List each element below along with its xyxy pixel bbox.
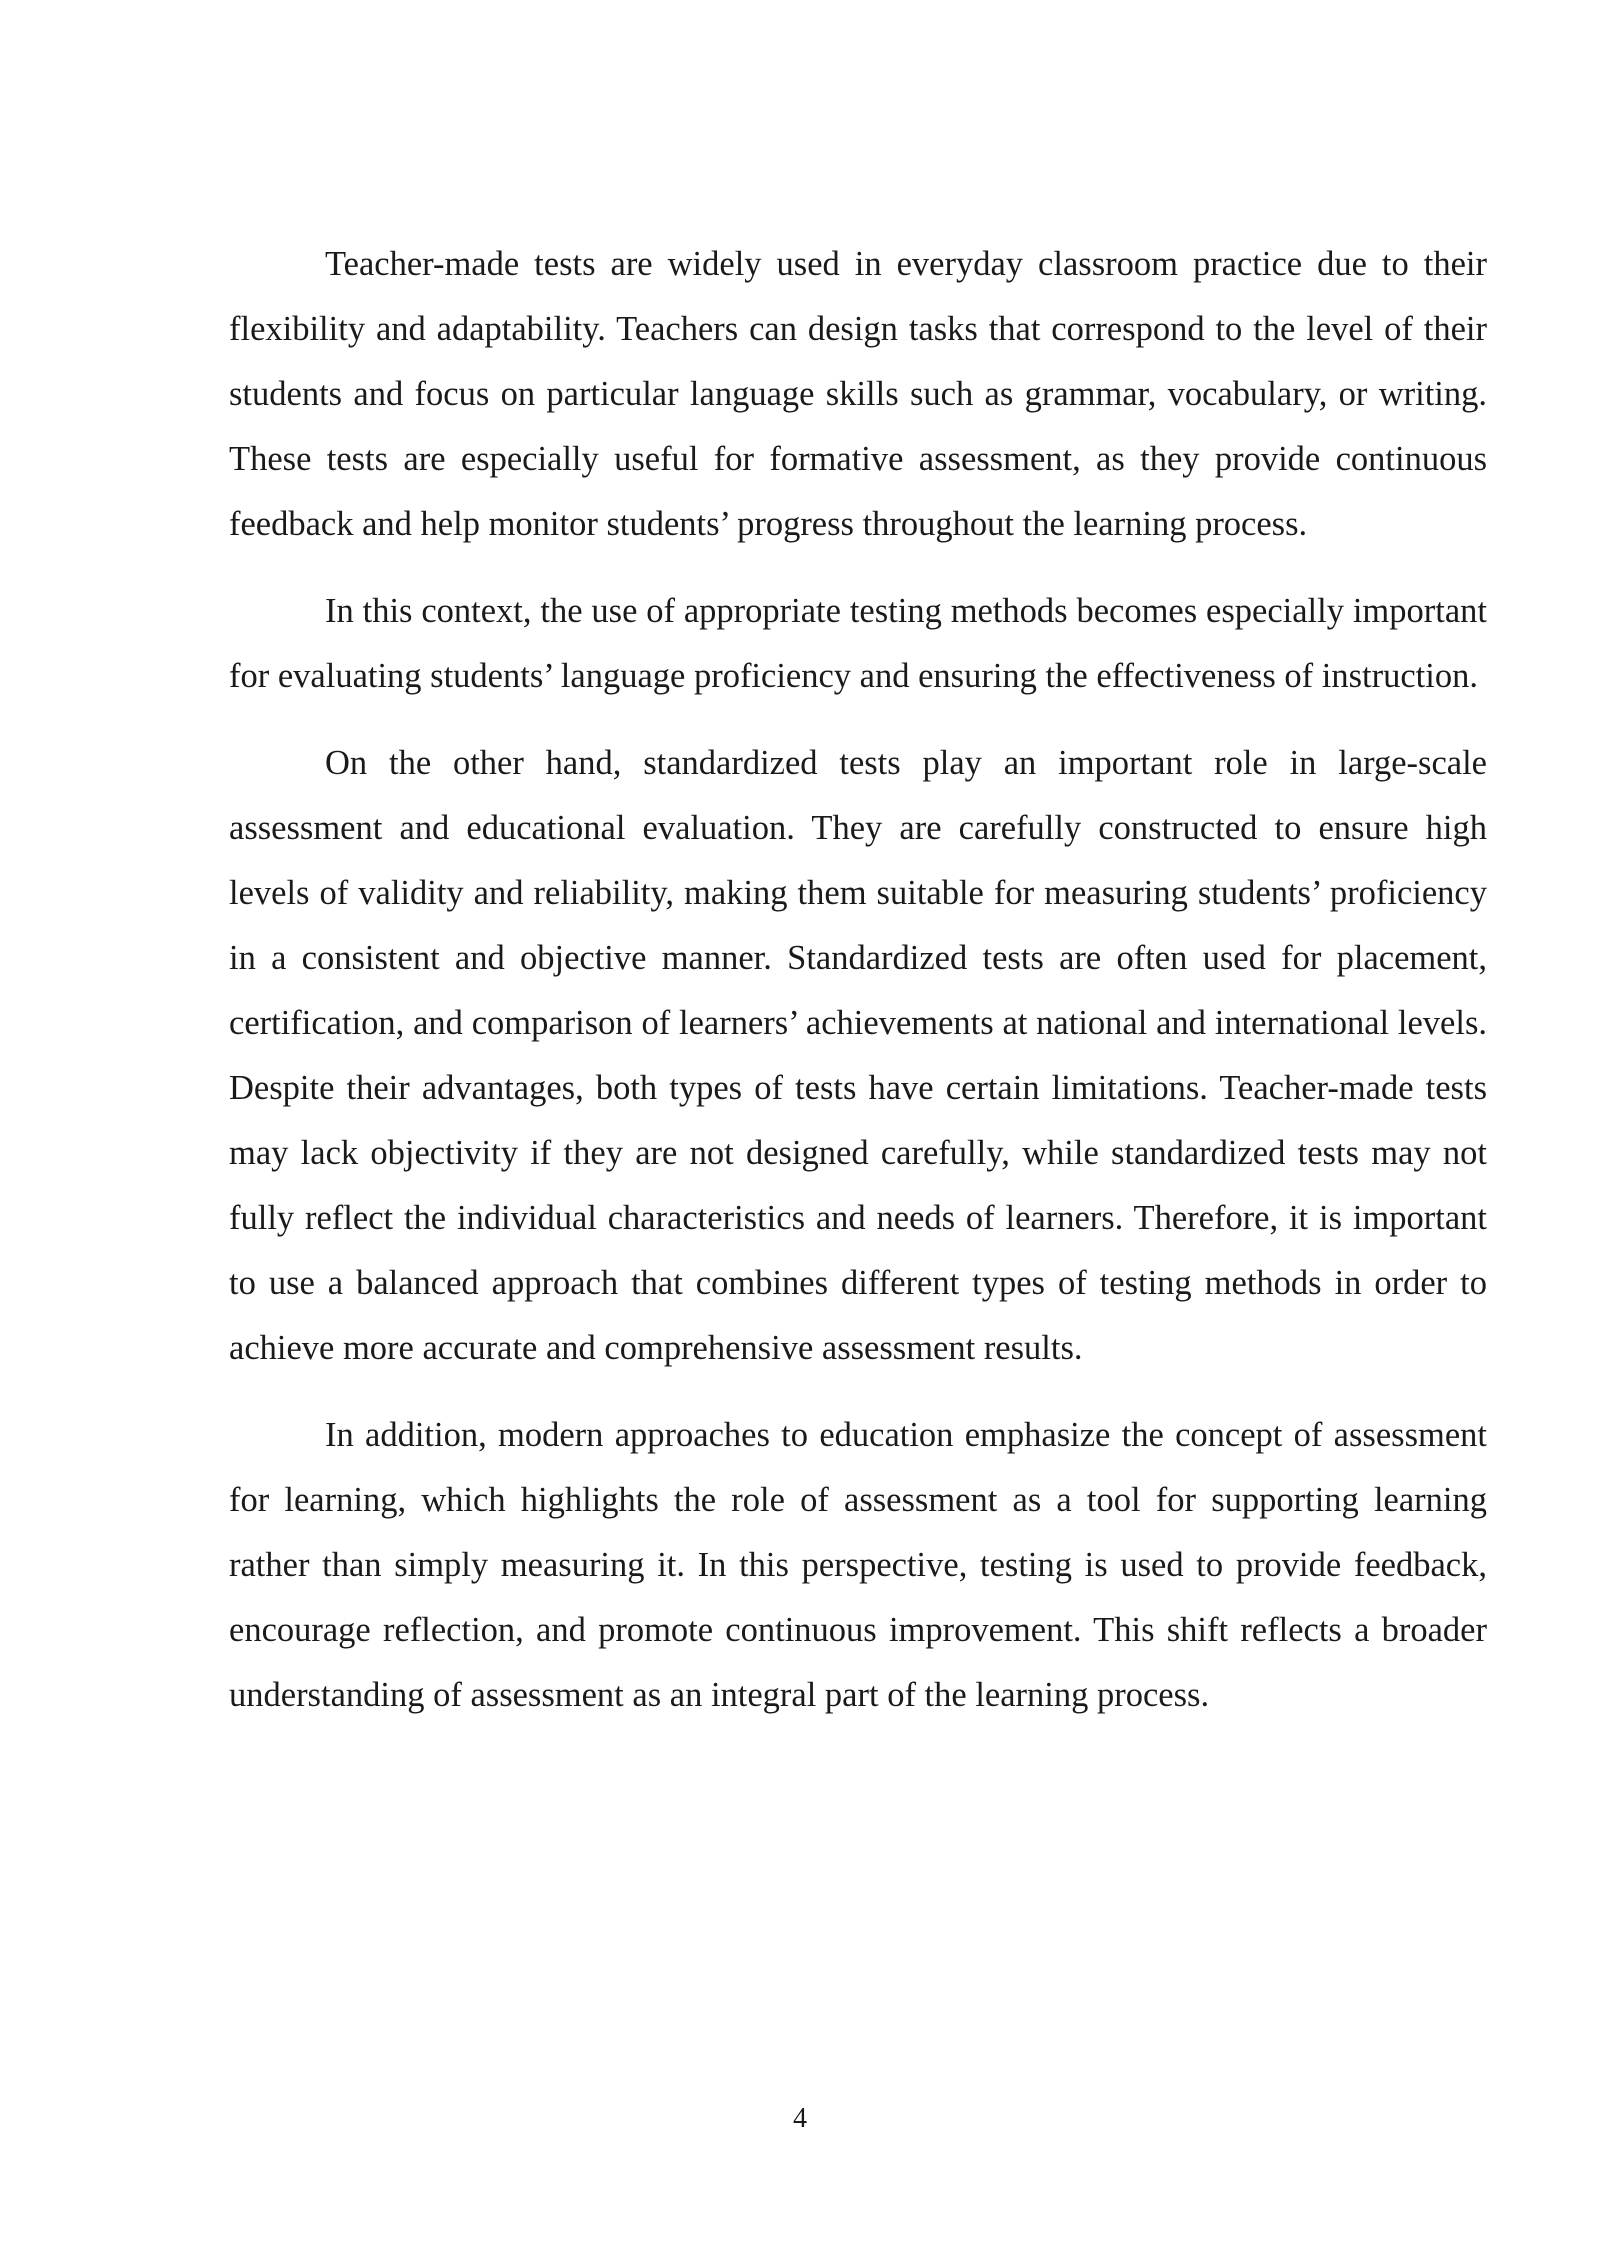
body-text	[229, 232, 1487, 1750]
paragraph-standardized-tests: On the other hand, standardized tests play an important role in large-scale assessment and educational evaluation. They are carefully constructed to ensure high levels of validity and reliability, making them suitable for measuring students’ proficiency in a consistent and objective manner. Standardized tests are often used for placement, certification, and comparison of learners’ achievements at national and international levels. Despite their advantages, both types of tests have certain limitations. Teacher-made tests may lack objectivity if they are not designed carefully, while standardized tests may not fully reflect the individual characteristics and needs of learners. Therefore, it is important to use a balanced approach that combines different types of testing methods in order to achieve more accurate and comprehensive assessment results.	[229, 744, 1487, 1367]
paragraph-assessment-for-learning: In addition, modern approaches to education emphasize the concept of assessment for learning, which highlights the role of assessment as a tool for supporting learning rather than simply measuring it. In this perspective, testing is used to provide feedback, encourage reflection, and promote continuous improvement. This shift reflects a broader understanding of assessment as an integral part of the learning process.	[229, 1416, 1487, 1714]
page-number: 4	[793, 2103, 807, 2134]
paragraph-testing-context: In this context, the use of appropriate testing methods becomes especially important for evaluating students’ language proficiency and ensuring the effectiveness of instruction.	[229, 592, 1487, 695]
paragraph-teacher-made-tests: Teacher-made tests are widely used in everyday classroom practice due to their flexibility and adaptability. Teachers can design tasks that correspond to the level of their students and focus on particular language skills such as grammar, vocabulary, or writing. These tests are especially useful for formative assessment, as they provide continuous feedback and help monitor students’ progress throughout the learning process.	[229, 245, 1487, 543]
